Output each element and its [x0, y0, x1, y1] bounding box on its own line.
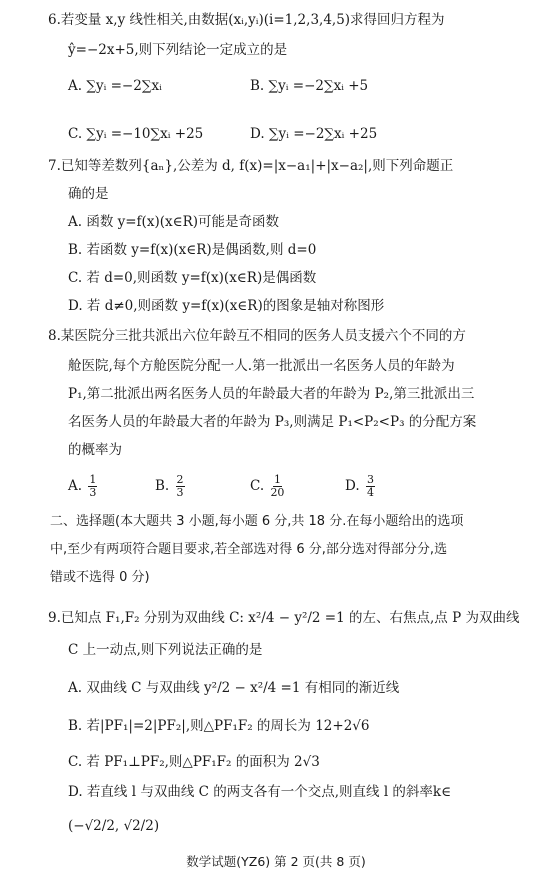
q6-option-b: B. ∑yᵢ =−2∑xᵢ +5 [250, 78, 369, 94]
q6-stem-line2: ŷ=−2x+5,则下列结论一定成立的是 [68, 42, 288, 58]
q8-option-a-denominator: 3 [89, 486, 97, 499]
q9-option-c: C. 若 PF₁⊥PF₂,则△PF₁F₂ 的面积为 2√3 [68, 754, 320, 770]
q8-option-c [250, 474, 286, 499]
q6-stem-line1: 6.若变量 x,y 线性相关,由数据(xᵢ,yᵢ)(i=1,2,3,4,5)求得回归方程为 [48, 12, 445, 28]
q6-option-a: A. ∑yᵢ =−2∑xᵢ [68, 78, 162, 94]
q8-option-a-fraction [88, 474, 97, 499]
section2-instructions-line2: 中,至少有两项符合题目要求,若全部选对得 6 分,部分选对得部分分,选 [50, 542, 448, 557]
q6-option-d: D. ∑yᵢ =−2∑xᵢ +25 [250, 126, 378, 142]
q8-option-a-numerator: 1 [89, 473, 97, 486]
q7-option-c: C. 若 d=0,则函数 y=f(x)(x∈R)是偶函数 [68, 270, 317, 286]
q9-option-a: A. 双曲线 C 与双曲线 y²/2 − x²/4 =1 有相同的渐近线 [68, 680, 400, 696]
q6-option-c: C. ∑yᵢ =−10∑xᵢ +25 [68, 126, 204, 142]
q8-option-a-label: A. [68, 478, 83, 494]
q8-option-d-fraction [366, 474, 375, 499]
q8-option-b-denominator: 3 [176, 486, 184, 499]
q8-option-b-label: B. [155, 478, 170, 494]
q8-option-c-numerator: 1 [273, 473, 281, 486]
q9-option-d-line2: (−√2/2, √2/2) [68, 818, 160, 834]
q9-option-d-line1: D. 若直线 l 与双曲线 C 的两支各有一个交点,则直线 l 的斜率k∈ [68, 784, 452, 800]
q8-option-d-label: D. [345, 478, 360, 494]
q7-stem-line2: 确的是 [68, 186, 109, 202]
q7-stem-line1: 7.已知等差数列{aₙ},公差为 d, f(x)=|x−a₁|+|x−a₂|,则下列命题正 [48, 158, 454, 174]
q8-option-d-numerator: 3 [366, 473, 374, 486]
q8-option-d-denominator: 4 [366, 486, 374, 499]
q9-option-b: B. 若|PF₁|=2|PF₂|,则△PF₁F₂ 的周长为 12+2√6 [68, 718, 370, 734]
q7-option-d: D. 若 d≠0,则函数 y=f(x)(x∈R)的图象是轴对称图形 [68, 298, 385, 314]
q9-stem-line2: C 上一动点,则下列说法正确的是 [68, 642, 263, 658]
q9-stem-line1: 9.已知点 F₁,F₂ 分别为双曲线 C: x²/4 − y²/2 =1 的左、右焦点,点 P 为双曲线 [48, 610, 520, 626]
q7-option-a: A. 函数 y=f(x)(x∈R)可能是奇函数 [68, 214, 280, 230]
page-footer: 数学试题(YZ6) 第 2 页(共 8 页) [186, 854, 366, 869]
q8-option-b-numerator: 2 [176, 473, 184, 486]
q8-option-a [68, 474, 99, 499]
section2-instructions-line1: 二、选择题(本大题共 3 小题,每小题 6 分,共 18 分.在每小题给出的选项 [50, 514, 464, 529]
q8-stem-line4: 名医务人员的年龄最大者的年龄为 P₃,则满足 P₁<P₂<P₃ 的分配方案 [68, 414, 477, 430]
q8-option-b-fraction [176, 474, 185, 499]
q8-option-c-denominator: 20 [270, 486, 285, 499]
q8-stem-line5: 的概率为 [68, 442, 122, 458]
q8-option-c-fraction [270, 474, 284, 499]
q8-stem-line2: 舱医院,每个方舱医院分配一人.第一批派出一名医务人员的年龄为 [68, 358, 455, 374]
q8-option-d [345, 474, 377, 499]
q8-stem-line1: 8.某医院分三批共派出六位年龄互不相同的医务人员支援六个不同的方 [48, 328, 466, 344]
q8-option-b [155, 474, 187, 499]
q7-option-b: B. 若函数 y=f(x)(x∈R)是偶函数,则 d=0 [68, 242, 317, 258]
q8-stem-line3: P₁,第二批派出两名医务人员的年龄最大者的年龄为 P₂,第三批派出三 [68, 386, 475, 402]
q8-option-c-label: C. [250, 478, 265, 494]
section2-instructions-line3: 错或不选得 0 分) [50, 570, 150, 585]
